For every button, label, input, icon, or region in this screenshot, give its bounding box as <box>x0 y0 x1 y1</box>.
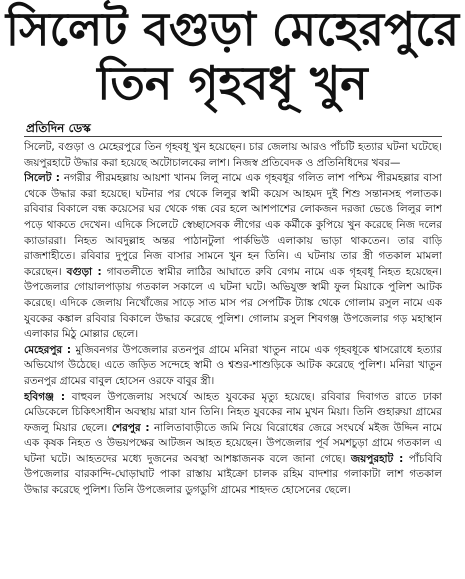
article-text <box>24 140 442 499</box>
section-text-joypurhat: পাঁচবিবি উপজেলার বারকান্দি-ঘোড়াঘাট পাকা রাস্তায় মাইক্রো চালক রহিম বাদশার গলাকাটা লাশ গতকাল উদ্ধার করেছে পুলিশ। তিনি উপজেলার ডুগডুগি গ্রামের শাহদত হোসেনের ছেলে। <box>24 452 442 497</box>
section-place-sylhet: সিলেট : <box>24 172 60 185</box>
section-place-bogura: বগুড়া : <box>66 265 102 278</box>
intro-text: সিলেট, বগুড়া ও মেহেরপুরে তিন গৃহবধূ খুন হয়েছেন। চার জেলায় আরও পাঁচটি হত্যার ঘটনা ঘটেছে। জয়পুরহাটে উদ্ধার করা হয়েছে অটোচালকের লাশ। নিজস্ব প্রতিবেদক ও প্রতিনিধিদের খবর— <box>24 141 442 169</box>
byline: প্রতিদিন ডেস্ক <box>26 121 91 135</box>
section-place-habiganj: হবিগঞ্জ : <box>24 390 66 403</box>
section-text-meherpur: মুজিবনগর উপজেলার রতনপুর গ্রামে মনিরা খাতুন নামে এক গৃহবধূকে শ্বাসরোধে হত্যার অভিযোগ উঠেছে। এতে জড়িত সন্দেহে স্বামী ও শ্বশুর-শাশুড়িকে আটক করেছে পুলিশ। মনিরা খাতুন রতনপুর গ্রামের বাবুল হোসেন ওরফে বাবুর স্ত্রী। <box>24 343 442 387</box>
article-body <box>24 140 442 570</box>
section-place-joypurhat: জয়পুরহাট : <box>350 452 404 465</box>
section-place-sherpur: শেরপুর : <box>111 421 150 434</box>
headline-line-1: সিলেট বগুড়া মেহেরপুরে <box>5 2 460 56</box>
headline-line-2: তিন গৃহবধূ খুন <box>97 56 368 110</box>
section-text-sherpur: নালিতাবাড়ীতে জমি নিয়ে বিরোধের জেরে সংঘর্ষে মইজ উদ্দিন নামে এক কৃষক নিহত ও উভয়পক্ষের আটজন আহত হয়েছেন। উপজেলার পূর্ব সমশচুড়া গ্রামে গতকাল এ ঘটনা ঘটে। আহতদের মধ্যে দুজনের অবস্থা আশঙ্কাজনক বলে জানা গেছে। <box>24 421 442 465</box>
section-text-habiganj: বাহুবল উপজেলায় সংঘর্ষে আহত যুবকের মৃত্যু হয়েছে। রবিবার দিবাগত রাতে ঢাকা মেডিকেলে চিকিৎসাধীন অবস্থায় মারা যান তিনি। নিহত যুবকের নাম মুখন মিয়া। তিনি গুহারুয়া গ্রামের ফজলু মিয়ার ছেলে। <box>24 390 442 434</box>
headline <box>0 2 465 110</box>
section-text-sylhet: নগরীর পীরমহল্লায় আয়শা খানম লিলু নামে এক গৃহবধূর গলিত লাশ পশ্চিম পীরমহল্লার বাসা থেকে উদ্ধার করা হয়েছে। ঘটনার পর থেকে লিলুর স্বামী কয়েস আহমদ দুই শিশু সন্তানসহ পলাতক। রবিবার বিকালে বন্ধ কয়েসের ঘর থেকে গন্ধ বের হলে আশপাশের লোকজন দরজা ভেঙে লিলুর লাশ পড়ে থাকতে দেখেন। এদিকে সিলেটে স্বেচ্ছাসেবক লীগের এক কর্মীকে কুপিয়ে খুন করেছে নিজ দলের ক্যাডাররা। নিহত আবদুল্লাহ অন্তর পাঠানটুলা পার্কভিউ এলাকায় ভাড়া থাকতেন। তার বাড়ি রাজশাহীতে। রবিবার দুপুরে নিজ বাসার সামনে খুন হন তিনি। এ ঘটনায় তার স্ত্রী গতকাল মামলা করেছেন। <box>24 172 442 278</box>
section-place-meherpur: মেহেরপুর : <box>24 343 72 356</box>
section-text-bogura: গাবতলীতে স্বামীর লাঠির আঘাতে রুবি বেগম নামে এক গৃহবধূ নিহত হয়েছেন। উপজেলার গোয়ালপাড়ায় গতকাল সকালে এ ঘটনা ঘটে। অভিযুক্ত স্বামী ফুল মিয়াকে পুলিশ আটক করেছে। এদিকে জেলায় নিখোঁজের সাড়ে সাত মাস পর সেপটিক ট্যাঙ্ক থেকে গোলাম রসুল নামে এক যুবকের কঙ্কাল রবিবার বিকালে উদ্ধার করেছে পুলিশ। গোলাম রসুল শিবগঞ্জ উপজেলার গড় মহাস্থান এলাকার মিঠু মোল্লার ছেলে। <box>24 265 442 341</box>
byline-divider <box>24 136 442 137</box>
